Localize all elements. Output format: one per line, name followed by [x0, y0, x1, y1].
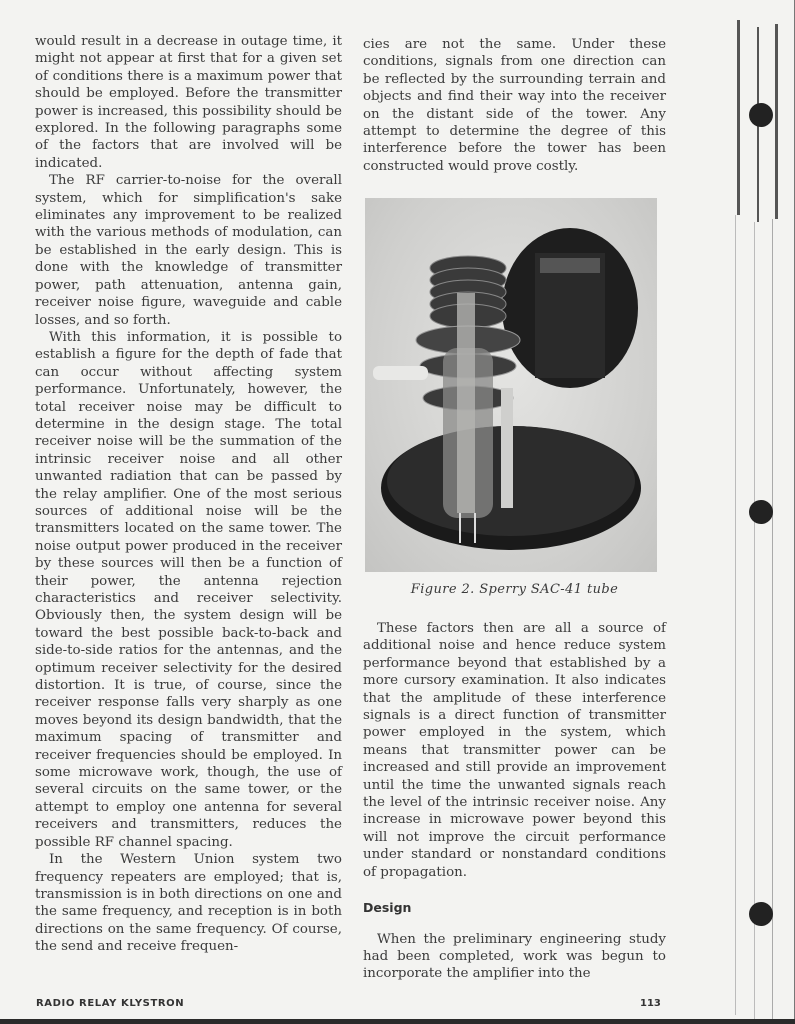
binder-line [735, 215, 736, 1015]
binder-line [772, 219, 773, 1019]
paragraph: With this information, it is possible to establish a figure for the depth of fade that can occur without affecting system performance. Unfortunately, however, the total receiver noise may be difficult to determine in the design stage. The total receiver noise will be the summation of the intrinsic receiver noise and all other unwanted radiation that can be passed by the relay amplifier. One of the most serious sources of additional noise will be the transmitters located on the same tower. The noise output power produced in the receiver by these sources will then be a function of their power, the antenna rejection characteristics and receiver selectivity. Obviously then, the system design will be toward the best possible back-to-back and side-to-side ratios for the antennas, and the optimum receiver selectivity for the desired distortion. It is true, of course, since the receiver response falls very sharply as one moves beyond its design bandwidth, that the maximum spacing of transmitter and receiver frequencies should be employed. In some microwave work, though, the use of several circuits on the same tower, or the attempt to employ one antenna for several receivers and transmitters, reduces the possible RF channel spacing. [35, 329, 342, 850]
paragraph: would result in a decrease in outage time, it might not appear at first that for a given set of conditions there is a maximum power that should be employed. Before the transmitter power is increased, this possibility should be explored. In the following paragraphs some of the factors that are involved will be indicated. [35, 34, 342, 171]
right-column-bottom [363, 620, 666, 983]
binder-hole-icon [749, 902, 773, 926]
figure-caption: Figure 2. Sperry SAC-41 tube [410, 582, 619, 597]
binder-line [754, 222, 755, 1022]
page-bottom-edge [0, 1019, 795, 1024]
page-number: 113 [640, 998, 661, 1009]
paragraph: These factors then are all a source of additional noise and hence reduce system performance beyond that established by a more cursory examination. It also indicates that the amplitude of these interference signals is a direct function of transmitter power employed in the system, which means that transmitter power can be increased and still provide an improvement until the time the unwanted signals reach the level of the intrinsic receiver noise. Any increase in microwave power beyond this will not improve the circuit performance under standard or nonstandard conditions of propagation. [363, 621, 666, 880]
binder-hole-icon [749, 500, 773, 524]
running-title: RADIO RELAY KLYSTRON [36, 998, 185, 1009]
binder-line [775, 24, 778, 219]
left-column [35, 33, 342, 956]
paragraph: The RF carrier-to-noise for the overall system, which for simplification's sake eliminates any improvement to be realized with the various methods of modulation, can be established in the early design. This is done with the knowledge of transmitter power, path attenuation, antenna gain, receiver noise figure, waveguide and cable losses, and so forth. [35, 173, 342, 328]
binder-line [737, 20, 740, 215]
paragraph: cies are not the same. Under these conditions, signals from one direction can be reflected by the surrounding terrain and objects and find their way into the receiver on the distant side of the tower. Any attempt to determine the degree of this interference before the tower has been constructed would prove costly. [363, 37, 666, 174]
paragraph: In the Western Union system two frequency repeaters are employed; that is, transmission is in both directions on one and the same frequency, and reception is in both directions on the same frequency. Of course, the send and receive frequen- [35, 852, 342, 955]
binder-hole-icon [749, 103, 773, 127]
paragraph: When the preliminary engineering study had been completed, work was begun to incorporate the amplifier into the [363, 931, 666, 982]
klystron-tube-image [365, 198, 657, 572]
right-column-top [363, 36, 666, 175]
section-heading: Design [363, 900, 412, 916]
sperry-tube-figure [365, 198, 657, 572]
